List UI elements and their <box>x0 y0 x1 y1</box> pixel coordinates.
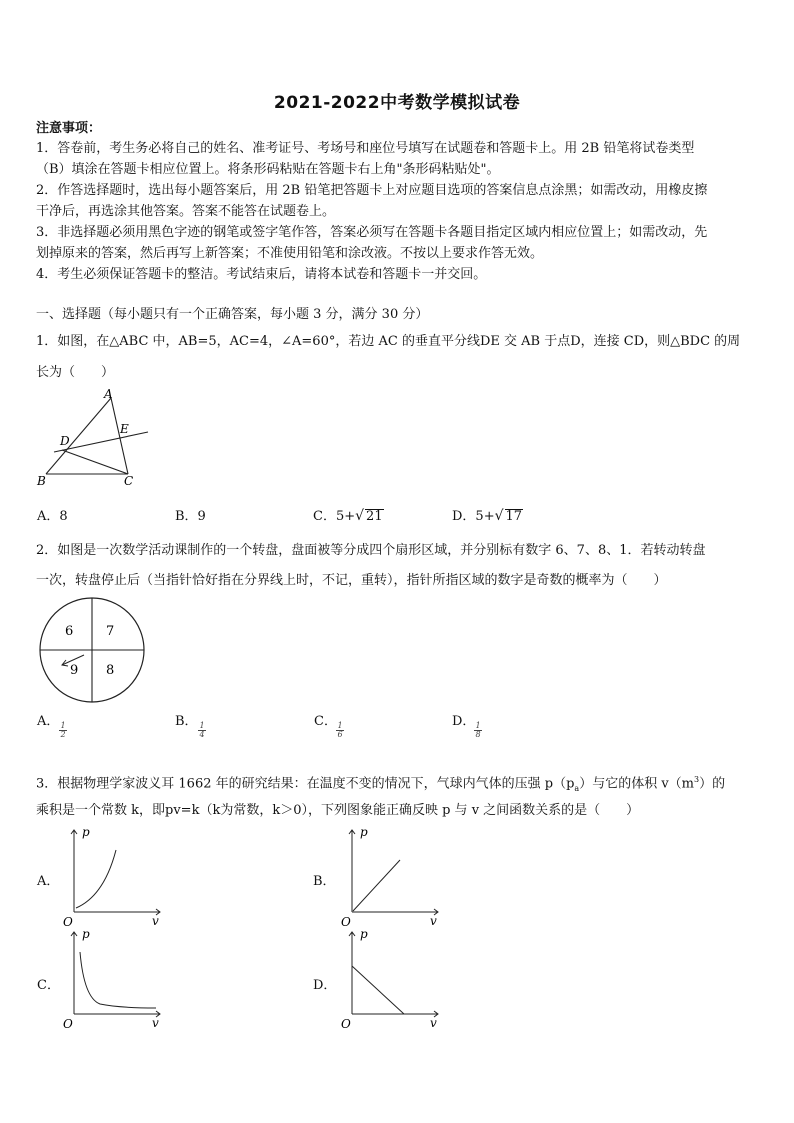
q1-stem: 长为（ ） <box>36 365 115 380</box>
q2-stem: 2．如图是一次数学活动课制作的一个转盘，盘面被等分成四个扇形区域，并分别标有数字 6、7、8、1．若转动转盘 <box>36 543 706 558</box>
q1-option-d-prefix: D．5+ <box>452 509 495 524</box>
notice-line: 2．作答选择题时，选出每小题答案后，用 2B 铅笔把答题卡上对应题目选项的答案信息点涂黑；如需改动，用橡皮擦 <box>36 183 708 198</box>
q1-label-d: D <box>60 434 70 448</box>
axis-label-p: p <box>82 928 90 941</box>
q3-graph-a <box>60 826 166 928</box>
notice-line: 划掉原来的答案，然后再写上新答案；不准使用铅笔和涂改液。不按以上要求作答无效。 <box>36 246 544 261</box>
q2-option-b[interactable]: B． <box>175 714 198 729</box>
q1-option-b[interactable]: B．9 <box>175 509 206 524</box>
q3-graph-d <box>338 928 444 1032</box>
page-title: 2021-2022中考数学模拟试卷 <box>273 93 521 113</box>
q2-option-b-fraction: $\frac{1}{4}$ <box>199 721 205 739</box>
q2-option-a[interactable]: A． <box>37 714 60 729</box>
axis-label-p: p <box>360 928 368 941</box>
notice-line: 3．非选择题必须用黑色字迹的钢笔或签字笔作答，答案必须写在答题卡各题目指定区域内相应位置上；如需改动，先 <box>36 225 708 240</box>
notice-line: 1．答卷前，考生务必将自己的姓名、准考证号、考场号和座位号填写在试题卷和答题卡上。用 2B 铅笔将试卷类型 <box>36 141 695 156</box>
q1-option-d[interactable] <box>452 505 523 524</box>
q1-option-c[interactable] <box>313 505 384 524</box>
q3-option-b[interactable]: B． <box>313 874 336 889</box>
q1-label-e: E <box>120 422 129 436</box>
q3-stem: 3．根据物理学家波义耳 1662 年的研究结果：在温度不变的情况下，气球内气体的压强 $p(p_a)$与它的体积 $v(m^3)$的 <box>36 775 726 793</box>
q1-label-c: C <box>124 474 134 488</box>
radical-icon: √ <box>494 508 504 524</box>
q2-option-d[interactable]: D． <box>452 714 476 729</box>
notice-heading: 注意事项： <box>36 121 102 136</box>
section-heading: 一、选择题（每小题只有一个正确答案，每小题 3 分，满分 30 分） <box>36 307 429 322</box>
q2-option-a-fraction: $\frac{1}{2}$ <box>60 721 66 739</box>
q1-option-c-radicand: 21 <box>366 509 383 524</box>
q2-option-c-fraction: $\frac{1}{6}$ <box>337 721 343 739</box>
q1-label-b: B <box>37 474 46 488</box>
q2-stem: 一次，转盘停止后（当指针恰好指在分界线上时，不记，重转），指针所指区域的数字是奇数的概率为（ ） <box>36 573 667 588</box>
q2-sector-7: 7 <box>106 624 115 639</box>
axis-label-v: v <box>430 1016 437 1030</box>
axis-label-v: v <box>430 914 437 928</box>
q3-option-c[interactable]: C． <box>37 978 60 993</box>
q2-option-c[interactable]: C． <box>314 714 337 729</box>
notice-line: 4．考生必须保证答题卡的整洁。考试结束后，请将本试卷和答题卡一并交回。 <box>36 267 487 282</box>
axis-label-origin: O <box>341 915 351 928</box>
q1-stem: 1．如图，在△ABC 中，AB=5，AC=4，∠A=60°，若边 AC 的垂直平分线DE 交 AB 于点D，连接 CD，则△BDC 的周 <box>36 334 741 349</box>
axis-label-origin: O <box>341 1017 351 1031</box>
q2-sector-8: 8 <box>106 663 115 678</box>
q3-stem: 乘积是一个常数 k，即pv=k（k为常数，k＞0），下列图象能正确反映 p 与 v 之间函数关系的是（ ） <box>36 803 640 818</box>
axis-label-v: v <box>152 914 159 928</box>
axis-label-p: p <box>360 826 368 839</box>
axis-label-v: v <box>152 1016 159 1030</box>
q1-option-a[interactable]: A．8 <box>37 509 68 524</box>
q3-graph-b <box>338 826 444 928</box>
q2-sector-6: 6 <box>65 624 74 639</box>
notice-line: 干净后，再选涂其他答案。答案不能答在试题卷上。 <box>36 204 336 219</box>
q1-option-d-radicand: 17 <box>505 509 523 524</box>
q1-triangle-figure <box>34 388 154 490</box>
q3-graph-c <box>60 928 166 1032</box>
axis-label-origin: O <box>63 1017 73 1031</box>
q1-option-c-prefix: C．5+ <box>313 509 356 524</box>
axis-label-origin: O <box>63 915 73 928</box>
q2-sector-9: 9 <box>70 663 79 678</box>
axis-label-p: p <box>82 826 90 839</box>
q2-option-d-fraction: $\frac{1}{8}$ <box>475 721 481 739</box>
notice-line: （B）填涂在答题卡相应位置上。将条形码粘贴在答题卡右上角"条形码粘贴处"。 <box>36 162 500 177</box>
q3-option-a[interactable]: A． <box>37 874 60 889</box>
q2-spinner-figure <box>36 594 148 706</box>
q3-option-d[interactable]: D． <box>313 978 337 993</box>
q1-label-a: A <box>104 388 113 401</box>
radical-icon: √ <box>355 508 365 524</box>
